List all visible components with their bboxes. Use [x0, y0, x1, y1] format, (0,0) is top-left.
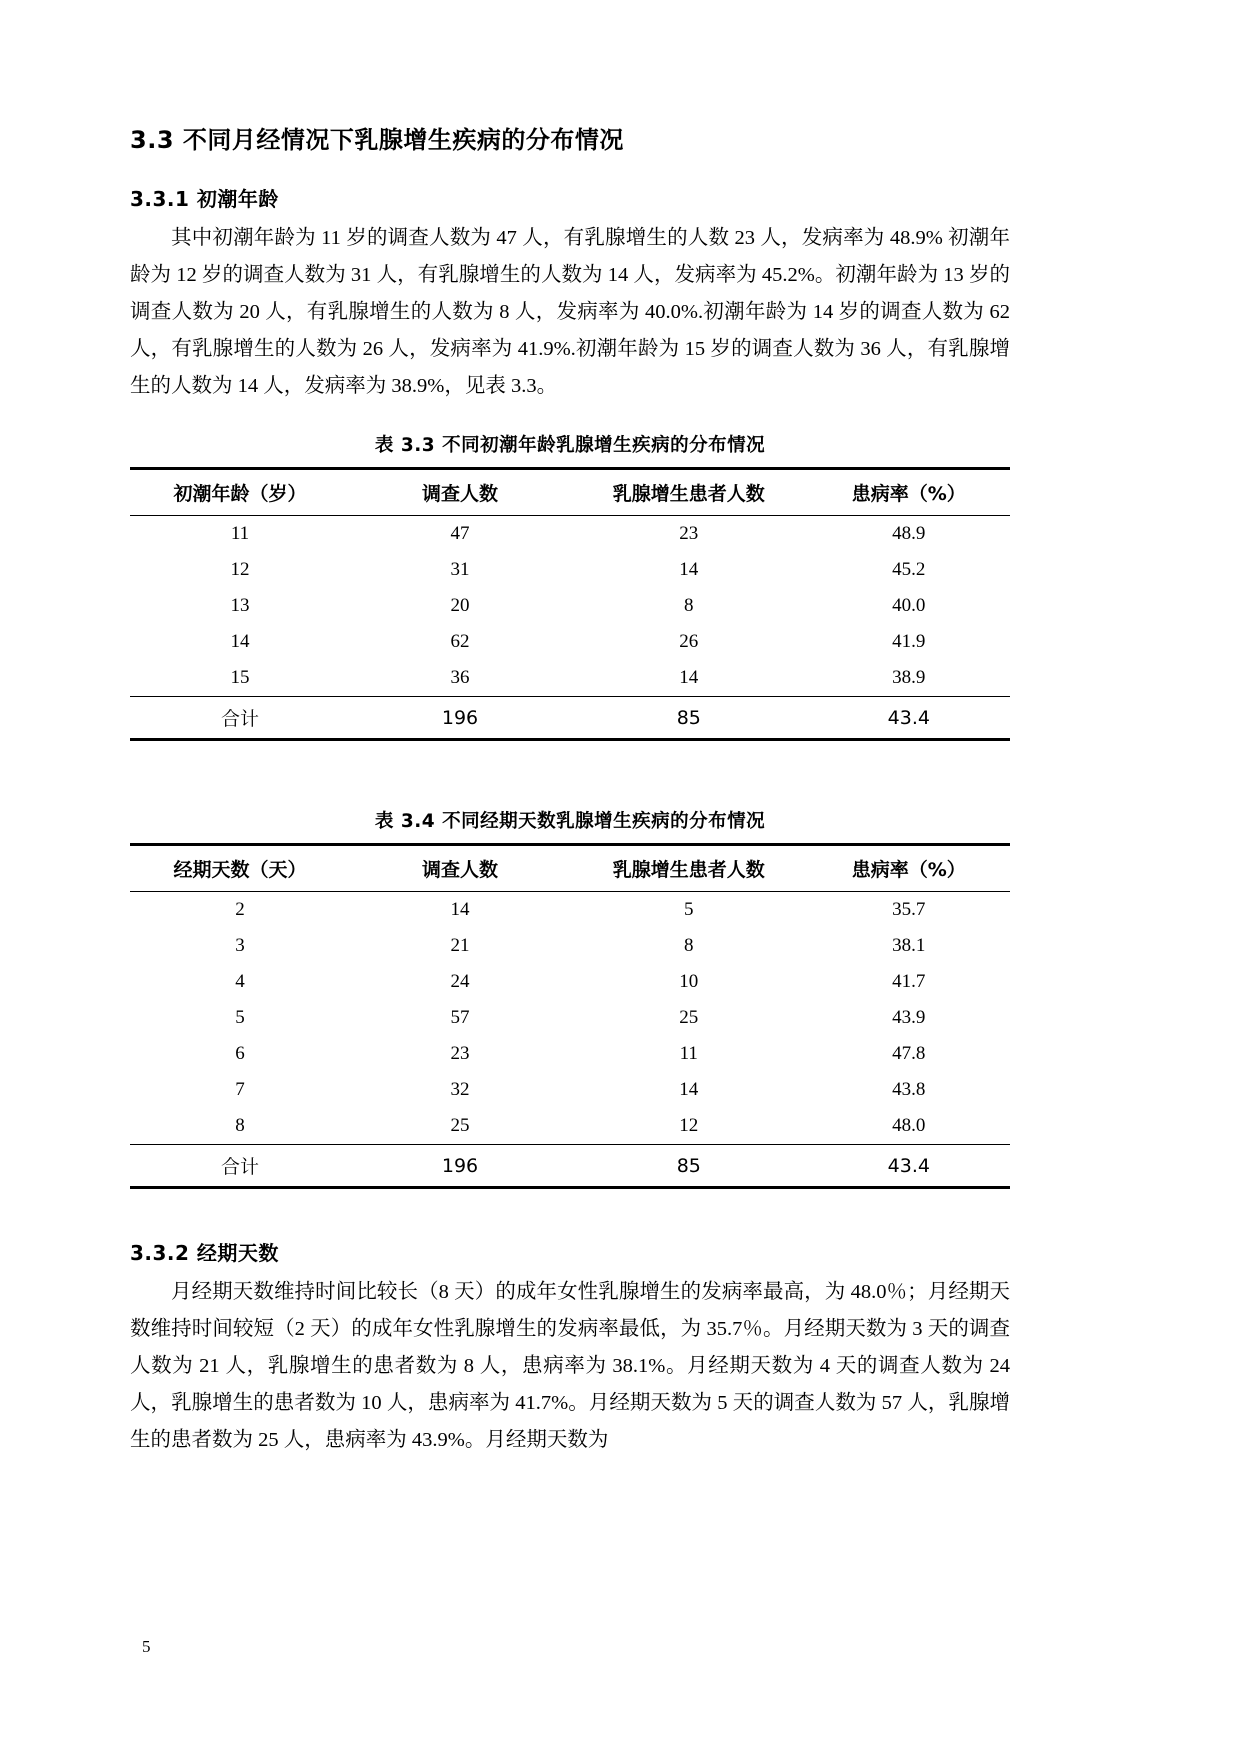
- table-row: [130, 516, 1010, 553]
- cell-period-days: 6: [235, 1043, 245, 1064]
- cell-age: 14: [230, 631, 250, 652]
- paragraph-menarche-age: 其中初潮年龄为 11 岁的调查人数为 47 人，有乳腺增生的人数 23 人，发病率为 48.9% 初潮年龄为 12 岁的调查人数为 31 人，有乳腺增生的人数为 14 人，发病率为 45.2%。初潮年龄为 13 岁的调查人数为 20 人，有乳腺增生的人数为 8 人，发病率为 40.0%.初潮年龄为 14 岁的调查人数为 62 人，有乳腺增生的人数为 26 人，发病率为 41.9%.初潮年龄为 15 岁的调查人数为 36 人，有乳腺增生的人数为 14 人，发病率为 38.9%，见表 3.3。: [130, 227, 1010, 397]
- cell-patients: 25: [679, 1007, 699, 1028]
- cell-period-days: 3: [235, 935, 245, 956]
- cell-patients: 8: [684, 935, 694, 956]
- cell-surveyed: 32: [450, 1079, 470, 1100]
- cell-surveyed: 62: [450, 631, 470, 652]
- paragraph-period-days: 月经期天数维持时间比较长（8 天）的成年女性乳腺增生的发病率最高，为 48.0％；月经期天数维持时间较短（2 天）的成年女性乳腺增生的发病率最低，为 35.7％。月经期天数为 3 天的调查人数为 21 人，乳腺增生的患者数为 8 人，患病率为 38.1%。月经期天数为 4 天的调查人数为 24 人，乳腺增生的患者数为 10 人，患病率为 41.7%。月经期天数为 5 天的调查人数为 57 人，乳腺增生的患者数为 25 人，患病率为 43.9%。月经期天数为: [130, 1281, 1010, 1451]
- table-header-row: [130, 469, 1010, 516]
- table-caption-3-3: 表 3.3 不同初潮年龄乳腺增生疾病的分布情况: [374, 435, 766, 456]
- cell-prevalence: 45.2: [892, 559, 926, 580]
- cell-total-patients: 85: [676, 1154, 701, 1177]
- table-caption-3-4: 表 3.4 不同经期天数乳腺增生疾病的分布情况: [374, 811, 766, 832]
- cell-surveyed: 36: [450, 667, 470, 688]
- table-3-4: [130, 843, 1010, 1189]
- cell-prevalence: 48.0: [892, 1115, 926, 1136]
- cell-period-days: 2: [235, 899, 245, 920]
- column-header-period-days: 经期天数（天）: [173, 859, 307, 881]
- cell-total-surveyed: 196: [441, 1154, 479, 1177]
- cell-surveyed: 21: [450, 935, 470, 956]
- cell-prevalence: 41.7: [892, 971, 926, 992]
- cell-patients: 12: [679, 1115, 699, 1136]
- cell-period-days: 7: [235, 1079, 245, 1100]
- cell-age: 15: [230, 667, 250, 688]
- table-row: [130, 1108, 1010, 1145]
- table-row: [130, 660, 1010, 697]
- table-row: [130, 1000, 1010, 1036]
- cell-surveyed: 24: [450, 971, 470, 992]
- table-block-3-3: [130, 431, 1010, 741]
- cell-surveyed: 47: [450, 523, 470, 544]
- table-spacer: [130, 741, 1010, 781]
- cell-patients: 8: [684, 595, 694, 616]
- cell-total-prevalence: 43.4: [887, 1154, 930, 1177]
- cell-total-prevalence: 43.4: [887, 706, 930, 729]
- cell-total-patients: 85: [676, 706, 701, 729]
- subsection-heading-period-days: 3.3.2 经期天数: [130, 1241, 279, 1265]
- table-block-3-4: [130, 807, 1010, 1189]
- table-row: [130, 1072, 1010, 1108]
- column-header-patients: 乳腺增生患者人数: [612, 483, 765, 505]
- column-header-prevalence: 患病率（%）: [851, 859, 966, 881]
- cell-prevalence: 48.9: [892, 523, 926, 544]
- column-header-patients: 乳腺增生患者人数: [612, 859, 765, 881]
- table-3-3: [130, 467, 1010, 741]
- cell-prevalence: 35.7: [892, 899, 926, 920]
- cell-patients: 14: [679, 667, 699, 688]
- cell-prevalence: 40.0: [892, 595, 926, 616]
- cell-patients: 5: [684, 899, 694, 920]
- cell-patients: 23: [679, 523, 699, 544]
- table-total-row: [130, 1145, 1010, 1188]
- cell-patients: 26: [679, 631, 699, 652]
- cell-period-days: 4: [235, 971, 245, 992]
- cell-patients: 14: [679, 1079, 699, 1100]
- cell-prevalence: 38.9: [892, 667, 926, 688]
- subsection-heading-initial-menarche-age: 3.3.1 初潮年龄: [130, 187, 279, 211]
- cell-patients: 11: [679, 1043, 698, 1064]
- cell-surveyed: 31: [450, 559, 470, 580]
- section-heading: 3.3 不同月经情况下乳腺增生疾病的分布情况: [130, 126, 624, 154]
- cell-period-days: 8: [235, 1115, 245, 1136]
- cell-surveyed: 57: [450, 1007, 470, 1028]
- table-row: [130, 624, 1010, 660]
- cell-age: 13: [230, 595, 250, 616]
- page-number: 5: [142, 1637, 151, 1656]
- cell-surveyed: 25: [450, 1115, 470, 1136]
- table-header-row: [130, 845, 1010, 892]
- table-total-row: [130, 697, 1010, 740]
- column-header-age: 初潮年龄（岁）: [173, 483, 307, 505]
- table-row: [130, 964, 1010, 1000]
- cell-period-days: 5: [235, 1007, 245, 1028]
- cell-prevalence: 41.9: [892, 631, 926, 652]
- cell-total-label: 合计: [220, 708, 259, 730]
- cell-surveyed: 23: [450, 1043, 470, 1064]
- table-row: [130, 552, 1010, 588]
- cell-prevalence: 43.9: [892, 1007, 926, 1028]
- cell-age: 11: [230, 523, 250, 544]
- table-row: [130, 1036, 1010, 1072]
- table-row: [130, 892, 1010, 929]
- cell-total-surveyed: 196: [441, 706, 479, 729]
- cell-age: 12: [230, 559, 250, 580]
- cell-patients: 10: [679, 971, 699, 992]
- page-content: [130, 120, 1010, 1459]
- column-header-surveyed: 调查人数: [421, 859, 498, 881]
- cell-prevalence: 43.8: [892, 1079, 926, 1100]
- cell-patients: 14: [679, 559, 699, 580]
- cell-surveyed: 14: [450, 899, 470, 920]
- column-header-prevalence: 患病率（%）: [851, 483, 966, 505]
- cell-prevalence: 38.1: [892, 935, 926, 956]
- table-row: [130, 928, 1010, 964]
- column-header-surveyed: 调查人数: [421, 483, 498, 505]
- table-row: [130, 588, 1010, 624]
- cell-total-label: 合计: [220, 1156, 259, 1178]
- cell-prevalence: 47.8: [892, 1043, 926, 1064]
- cell-surveyed: 20: [450, 595, 470, 616]
